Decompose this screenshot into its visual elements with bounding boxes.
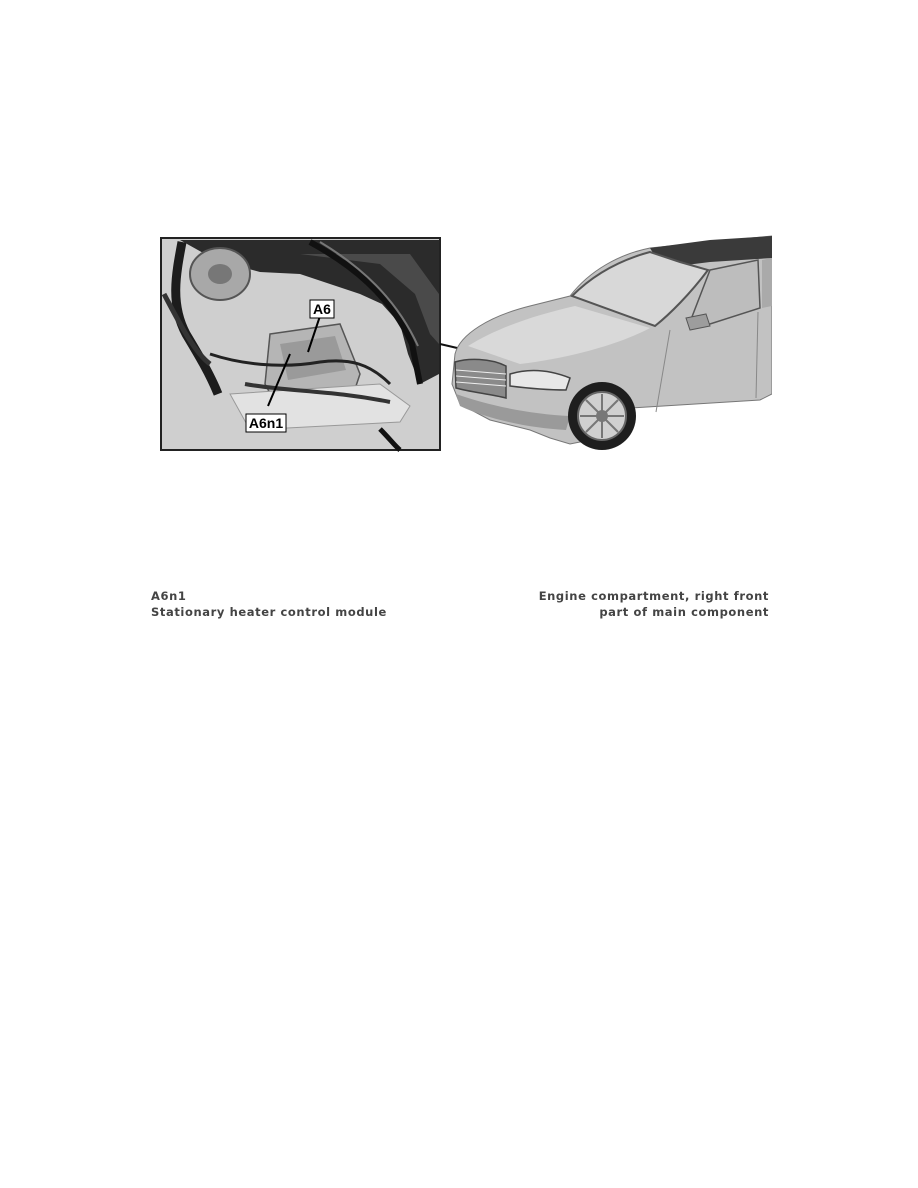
- callout-a6n1: A6n1: [248, 415, 284, 431]
- component-description: Stationary heater control module: [151, 605, 387, 619]
- location-caption: [539, 588, 769, 620]
- figure-svg: [150, 234, 772, 456]
- component-code: A6n1: [151, 589, 187, 603]
- component-note: part of main component: [599, 605, 769, 619]
- engine-compartment-photo: [161, 238, 440, 450]
- component-location: Engine compartment, right front: [538, 589, 769, 603]
- car-illustration: [452, 236, 772, 450]
- component-location-figure: [150, 234, 772, 456]
- callout-a6: A6: [313, 301, 331, 317]
- component-caption: [151, 588, 387, 620]
